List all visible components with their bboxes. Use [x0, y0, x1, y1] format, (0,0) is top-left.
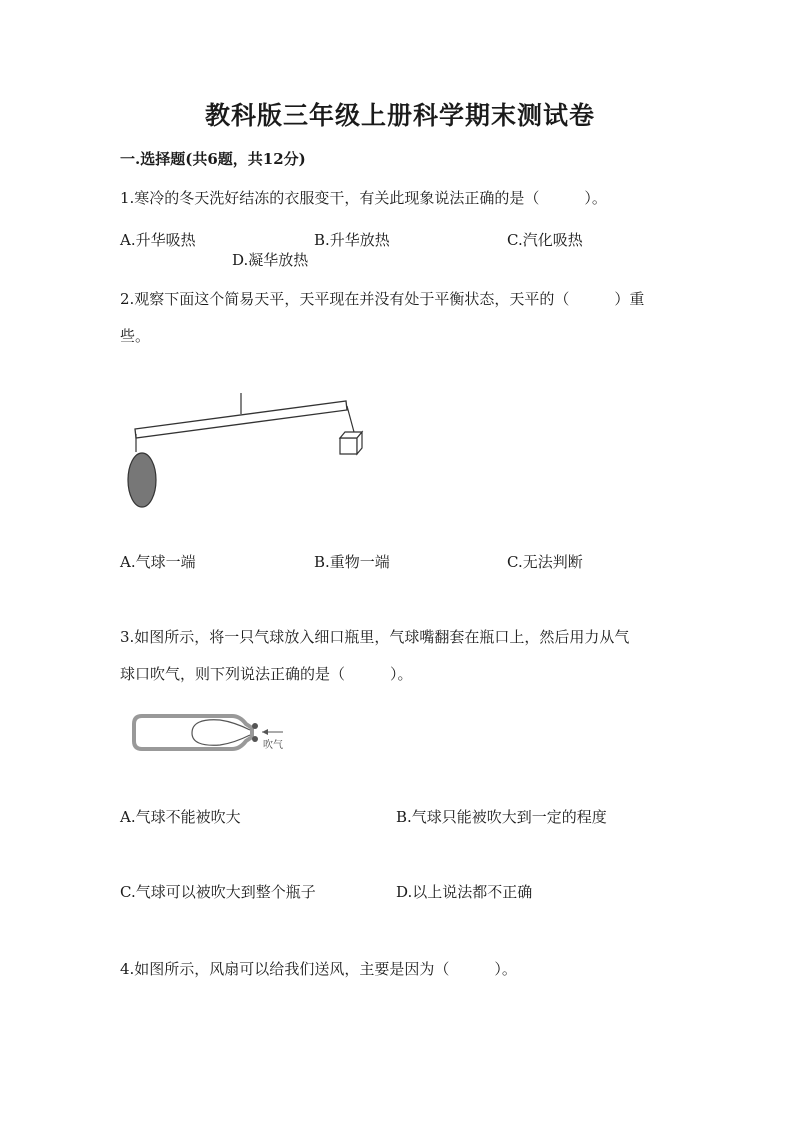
balloon-inside-bottle	[192, 720, 250, 745]
question-2-text-line1: 2.观察下面这个简易天平，天平现在并没有处于平衡状态，天平的（ ）重	[120, 290, 645, 308]
page-title: 教科版三年级上册科学期末测试卷	[204, 101, 595, 130]
question-1-text: 1.寒冷的冬天洗好结冻的衣服变干，有关此现象说法正确的是（ ）。	[120, 189, 607, 207]
question-2-option-a[interactable]: A.气球一端	[120, 553, 196, 571]
blow-arrow	[262, 729, 283, 735]
question-3-option-b[interactable]: B.气球只能被吹大到一定的程度	[396, 808, 607, 826]
question-3-option-c[interactable]: C.气球可以被吹大到整个瓶子	[120, 883, 316, 901]
question-4-text: 4.如图所示，风扇可以给我们送风，主要是因为（ ）。	[120, 960, 517, 978]
question-1-option-d[interactable]: D.凝华放热	[232, 251, 309, 269]
question-1-option-b[interactable]: B.升华放热	[314, 231, 390, 249]
question-3-text-line2: 球口吹气，则下列说法正确的是（ ）。	[120, 665, 413, 683]
question-3-text-line1: 3.如图所示，将一只气球放入细口瓶里，气球嘴翻套在瓶口上，然后用力从气	[120, 628, 630, 646]
question-2-text-line2: 些。	[120, 327, 151, 345]
blow-label: 吹气	[263, 740, 283, 751]
section-heading: 一.选择题(共6题，共12分)	[120, 150, 306, 168]
question-1-option-a[interactable]: A.升华吸热	[120, 231, 196, 249]
question-2-option-b[interactable]: B.重物一端	[314, 553, 390, 571]
question-2-option-c[interactable]: C.无法判断	[507, 553, 583, 571]
question-3-option-a[interactable]: A.气球不能被吹大	[120, 808, 241, 826]
question-3-option-d[interactable]: D.以上说法都不正确	[396, 883, 533, 901]
question-1-option-c[interactable]: C.汽化吸热	[507, 231, 583, 249]
bottle	[134, 716, 252, 749]
